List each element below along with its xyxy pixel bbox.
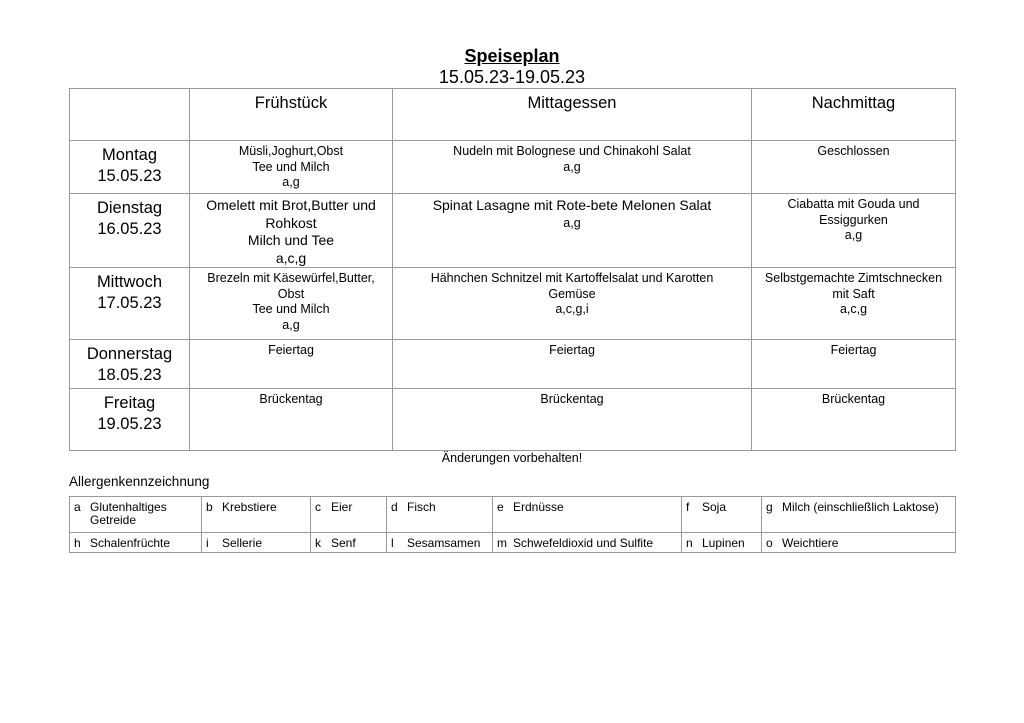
meal-line: Tee und Milch bbox=[252, 302, 330, 316]
allergen-codes: a,g bbox=[844, 228, 863, 242]
allergen-label: Erdnüsse bbox=[513, 500, 564, 514]
allergen-cell bbox=[70, 533, 202, 553]
allergen-label: Senf bbox=[331, 536, 356, 550]
allergen-code: d bbox=[391, 500, 398, 514]
allergen-code: e bbox=[497, 500, 504, 514]
day-cell bbox=[70, 141, 190, 194]
meal-line: Essiggurken bbox=[819, 212, 888, 227]
allergen-code: o bbox=[766, 536, 773, 550]
table-row bbox=[70, 141, 956, 194]
nachmittag-cell bbox=[752, 389, 956, 451]
allergen-label: Eier bbox=[331, 500, 353, 514]
column-header-mittagessen: Mittagessen bbox=[393, 89, 752, 141]
allergen-table bbox=[69, 496, 956, 553]
fruehstueck-cell bbox=[190, 194, 393, 268]
meal-line: Milch und Tee bbox=[247, 232, 335, 248]
allergen-code: m bbox=[497, 536, 507, 550]
meal-line: Feiertag bbox=[268, 343, 314, 357]
allergen-code: a bbox=[74, 500, 81, 514]
meal-line: Geschlossen bbox=[817, 144, 890, 158]
mittagessen-cell bbox=[393, 194, 752, 268]
meal-line: Obst bbox=[277, 286, 305, 301]
table-row bbox=[70, 389, 956, 451]
allergen-cell bbox=[493, 533, 682, 553]
meal-line: mit Saft bbox=[832, 286, 875, 301]
allergen-codes: a,g bbox=[282, 175, 300, 189]
meal-line: Selbstgemachte Zimtschnecken bbox=[764, 271, 943, 285]
meal-line: Brückentag bbox=[821, 392, 886, 406]
allergen-label: Krebstiere bbox=[222, 500, 277, 514]
allergen-label: Schalenfrüchte bbox=[90, 536, 171, 550]
allergen-cell bbox=[70, 497, 202, 533]
fruehstueck-cell bbox=[190, 340, 393, 389]
allergen-heading: Allergenkennzeichnung bbox=[69, 474, 210, 489]
allergen-code: h bbox=[74, 536, 81, 550]
nachmittag-cell bbox=[752, 194, 956, 268]
day-name: Freitag bbox=[103, 394, 156, 412]
allergen-cell bbox=[493, 497, 682, 533]
allergen-cell bbox=[202, 533, 311, 553]
allergen-label: Lupinen bbox=[702, 536, 745, 550]
day-date: 16.05.23 bbox=[97, 220, 162, 238]
page-title: Speiseplan bbox=[464, 46, 560, 66]
mittagessen-cell bbox=[393, 340, 752, 389]
allergen-code: b bbox=[206, 500, 213, 514]
day-cell bbox=[70, 340, 190, 389]
meal-line: Brückentag bbox=[259, 392, 323, 406]
header-row bbox=[70, 89, 956, 141]
allergen-cell bbox=[387, 533, 493, 553]
allergen-code: n bbox=[686, 536, 693, 550]
meal-line: Rohkost bbox=[265, 214, 317, 231]
meal-line: Hähnchen Schnitzel mit Kartoffelsalat und Karotten bbox=[430, 271, 714, 285]
allergen-cell bbox=[387, 497, 493, 533]
allergen-cell bbox=[762, 497, 956, 533]
table-row bbox=[70, 268, 956, 340]
allergen-label: Milch (einschließlich Laktose) bbox=[782, 500, 939, 514]
meal-line: Müsli,Joghurt,Obst bbox=[238, 144, 344, 158]
allergen-cell bbox=[762, 533, 956, 553]
column-header-nachmittag: Nachmittag bbox=[752, 89, 956, 141]
allergen-codes: a,g bbox=[563, 215, 581, 230]
allergen-codes: a,g bbox=[563, 159, 581, 174]
allergen-cell bbox=[202, 497, 311, 533]
date-range: 15.05.23-19.05.23 bbox=[438, 67, 586, 87]
meal-line: Gemüse bbox=[548, 286, 596, 301]
allergen-codes: a,g bbox=[282, 317, 300, 332]
mittagessen-cell bbox=[393, 141, 752, 194]
nachmittag-cell bbox=[752, 268, 956, 340]
meal-plan-table bbox=[69, 88, 956, 451]
day-date: 15.05.23 bbox=[97, 167, 162, 185]
allergen-code: c bbox=[315, 500, 321, 514]
day-name: Montag bbox=[101, 146, 158, 164]
allergen-code: g bbox=[766, 500, 773, 514]
mittagessen-cell bbox=[393, 389, 752, 451]
allergen-cell bbox=[682, 533, 762, 553]
nachmittag-cell bbox=[752, 141, 956, 194]
day-date: 19.05.23 bbox=[97, 415, 162, 433]
day-cell bbox=[70, 268, 190, 340]
allergen-codes: a,c,g,i bbox=[555, 302, 589, 316]
allergen-label: Fisch bbox=[407, 500, 436, 514]
meal-line: Nudeln mit Bolognese und Chinakohl Salat bbox=[453, 144, 691, 158]
allergen-cell bbox=[311, 497, 387, 533]
allergen-code: i bbox=[206, 536, 209, 550]
allergen-label: Sesamsamen bbox=[407, 536, 481, 550]
meal-line: Ciabatta mit Gouda und bbox=[787, 197, 920, 211]
day-date: 18.05.23 bbox=[97, 366, 162, 384]
corner-cell bbox=[70, 89, 190, 141]
column-header-fruehstueck: Frühstück bbox=[190, 89, 393, 141]
allergen-label: Sellerie bbox=[222, 536, 263, 550]
meal-line: Brückentag bbox=[540, 392, 604, 406]
meal-line: Brezeln mit Käsewürfel,Butter, bbox=[207, 271, 375, 285]
allergen-label: Weichtiere bbox=[782, 536, 839, 550]
day-cell bbox=[70, 389, 190, 451]
meal-line: Tee und Milch bbox=[252, 159, 330, 174]
day-name: Dienstag bbox=[96, 199, 163, 217]
allergen-code: k bbox=[315, 536, 321, 550]
allergen-cell bbox=[682, 497, 762, 533]
allergen-row bbox=[70, 497, 956, 533]
disclaimer-note: Änderungen vorbehalten! bbox=[441, 451, 583, 465]
allergen-label: Schwefeldioxid und Sulfite bbox=[513, 536, 654, 550]
allergen-cell bbox=[311, 533, 387, 553]
day-name: Mittwoch bbox=[96, 273, 163, 291]
meal-line: Feiertag bbox=[830, 343, 877, 357]
day-name: Donnerstag bbox=[86, 345, 173, 363]
allergen-code: f bbox=[686, 500, 690, 514]
fruehstueck-cell bbox=[190, 389, 393, 451]
allergen-code: l bbox=[391, 536, 394, 550]
day-date: 17.05.23 bbox=[97, 294, 162, 312]
meal-line: Omelett mit Brot,Butter und bbox=[206, 197, 376, 213]
fruehstueck-cell bbox=[190, 141, 393, 194]
allergen-codes: a,c,g bbox=[275, 249, 307, 266]
allergen-label: Soja bbox=[702, 500, 727, 514]
allergen-codes: a,c,g bbox=[839, 302, 868, 316]
mittagessen-cell bbox=[393, 268, 752, 340]
table-row bbox=[70, 340, 956, 389]
day-cell bbox=[70, 194, 190, 268]
table-row bbox=[70, 194, 956, 268]
meal-line: Spinat Lasagne mit Rote-bete Melonen Salat bbox=[432, 197, 712, 213]
allergen-row bbox=[70, 533, 956, 553]
meal-line: Feiertag bbox=[549, 343, 595, 357]
nachmittag-cell bbox=[752, 340, 956, 389]
allergen-label: Glutenhaltiges Getreide bbox=[90, 500, 167, 527]
fruehstueck-cell bbox=[190, 268, 393, 340]
